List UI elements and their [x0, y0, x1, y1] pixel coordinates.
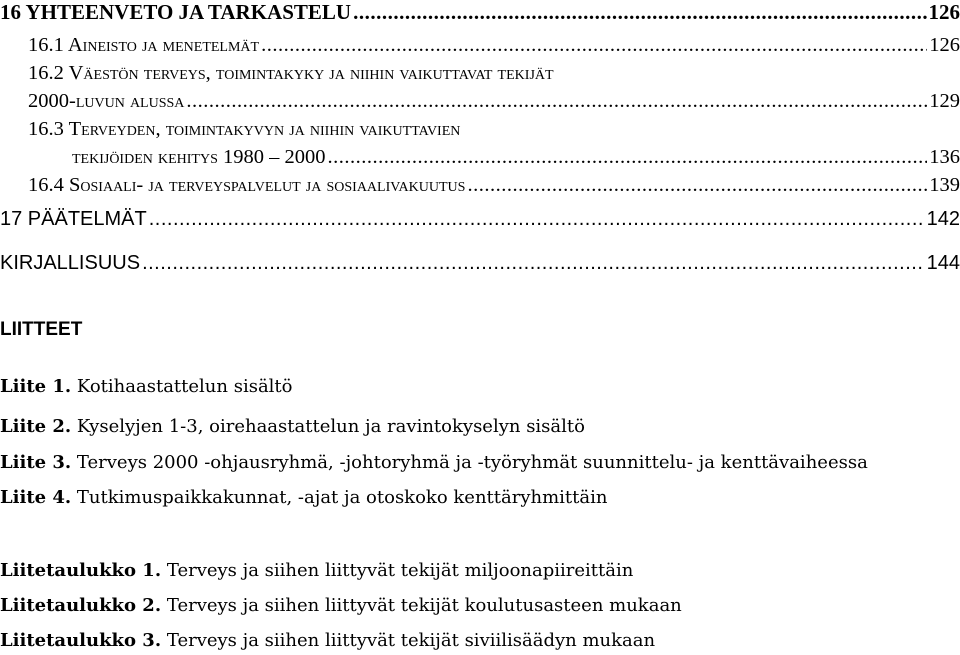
appendix-item[interactable] [0, 484, 607, 512]
appendix-table-title: Terveys ja siihen liittyvät tekijät siviilisäädyn mukaan [161, 630, 656, 651]
toc-page-number: 142 [926, 208, 960, 230]
toc-page-number: 126 [928, 0, 960, 24]
appendix-table-item[interactable] [0, 627, 655, 655]
toc-leader-dots [149, 205, 925, 233]
toc-entry-16-4[interactable] [0, 171, 960, 199]
appendix-table-item[interactable] [0, 592, 682, 620]
appendix-item[interactable] [0, 413, 585, 441]
toc-page-number: 144 [926, 252, 960, 274]
toc-leader-dots [142, 249, 925, 277]
toc-page-number: 136 [929, 146, 960, 168]
toc-entry-16-3-first-line [28, 115, 460, 143]
toc-entry-title: 16.2 Väestön terveys, toimintakyky ja niihin vaikuttavat tekijät [28, 62, 554, 84]
toc-leader-dots [328, 143, 928, 171]
appendix-label: Liite 1. [0, 376, 72, 397]
toc-leader-dots [261, 31, 927, 59]
appendix-table-label: Liitetaulukko 2. [0, 595, 162, 616]
toc-leader-dots [353, 0, 926, 26]
appendix-table-label: Liitetaulukko 1. [0, 560, 162, 581]
toc-leader-dots [186, 87, 927, 115]
toc-entry-kirjallisuus[interactable] [0, 249, 960, 277]
appendix-title: Tutkimuspaikkakunnat, -ajat ja otoskoko kenttäryhmittäin [71, 487, 608, 508]
appendix-table-title: Terveys ja siihen liittyvät tekijät miljoonapiireittäin [161, 560, 634, 581]
toc-entry-title: tekijöiden kehitys 1980 – 2000 [72, 146, 326, 168]
toc-entry-title: 16.1 Aineisto ja menetelmät [28, 34, 260, 56]
toc-entry-title: KIRJALLISUUS [0, 252, 141, 274]
toc-entry-title: 2000-luvun alussa [28, 90, 185, 112]
toc-entry-chapter-16[interactable] [0, 0, 960, 26]
appendix-label: Liite 4. [0, 487, 72, 508]
appendix-label: Liite 3. [0, 452, 72, 473]
toc-page-number: 126 [929, 34, 960, 56]
appendix-item[interactable] [0, 449, 868, 477]
toc-entry-title: 16.4 Sosiaali- ja terveyspalvelut ja sosiaalivakuutus [28, 174, 466, 196]
toc-entry-16-3[interactable] [0, 143, 960, 171]
appendix-label: Liite 2. [0, 416, 72, 437]
appendices-heading: LIITTEET [0, 319, 83, 340]
appendix-table-title: Terveys ja siihen liittyvät tekijät koulutusasteen mukaan [161, 595, 682, 616]
appendix-table-label: Liitetaulukko 3. [0, 630, 162, 651]
toc-entry-title: 17 PÄÄTELMÄT [0, 208, 147, 230]
appendix-table-item[interactable] [0, 557, 633, 585]
toc-entry-16-2-first-line [28, 59, 554, 87]
toc-entry-chapter-17[interactable] [0, 205, 960, 233]
toc-page-number: 139 [929, 174, 960, 196]
appendix-item[interactable] [0, 373, 293, 401]
appendix-title: Kotihaastattelun sisältö [71, 376, 293, 397]
toc-entry-title: 16 YHTEENVETO JA TARKASTELU [0, 0, 352, 24]
toc-entry-16-2[interactable] [0, 87, 960, 115]
toc-entry-title: 16.3 Terveyden, toimintakyvyn ja niihin vaikuttavien [28, 118, 461, 140]
appendix-title: Terveys 2000 -ohjausryhmä, -johtoryhmä ja -työryhmät suunnittelu- ja kenttävaiheessa [71, 452, 868, 473]
toc-entry-16-1[interactable] [0, 31, 960, 59]
appendix-title: Kyselyjen 1-3, oirehaastattelun ja ravintokyselyn sisältö [71, 416, 585, 437]
toc-leader-dots [467, 171, 927, 199]
toc-page-number: 129 [929, 90, 960, 112]
